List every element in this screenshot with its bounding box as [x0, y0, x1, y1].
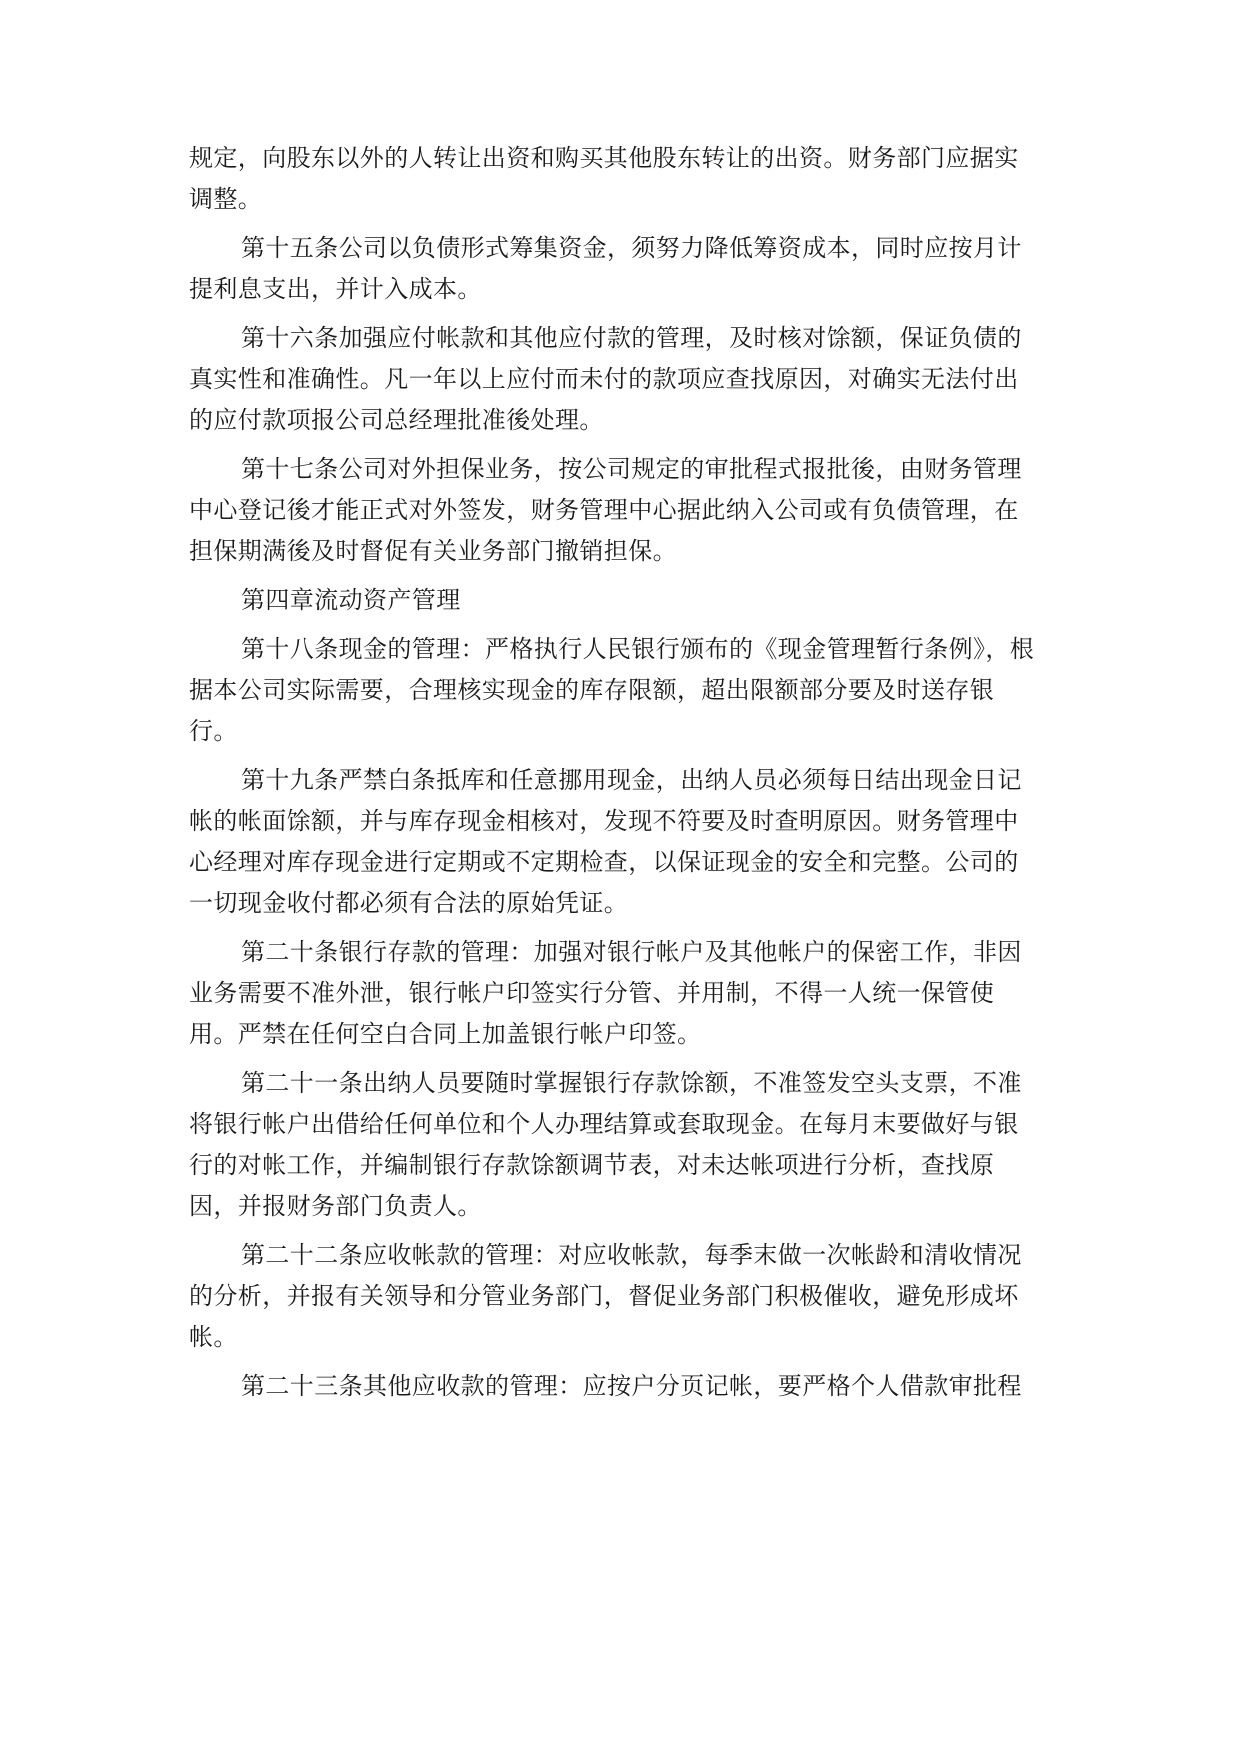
- text-line: 的应付款项报公司总经理批准後处理。: [189, 406, 604, 434]
- article-21-line: 第二十一条出纳人员要随时掌握银行存款馀额，不准签发空头支票，不准: [241, 1069, 1022, 1097]
- text-line: 的分析，并报有关领导和分管业务部门，督促业务部门积极催收，避免形成坏: [189, 1282, 1019, 1310]
- text-line: 帐。: [189, 1323, 238, 1351]
- text-line: 提利息支出，并计入成本。: [189, 275, 482, 303]
- text-line: 据本公司实际需要，合理核实现金的库存限额，超出限额部分要及时送存银: [189, 676, 995, 704]
- chapter-heading: 第四章流动资产管理: [241, 586, 461, 614]
- text-line: 业务需要不准外泄，银行帐户印签实行分管、并用制，不得一人统一保管使: [189, 979, 995, 1007]
- text-line: 将银行帐户出借给任何单位和个人办理结算或套取现金。在每月末要做好与银: [189, 1110, 1019, 1138]
- text-line: 一切现金收付都必须有合法的原始凭证。: [189, 889, 629, 917]
- text-line: 担保期满後及时督促有关业务部门撤销担保。: [189, 537, 677, 565]
- text-line: 调整。: [189, 185, 263, 213]
- text-line: 帐的帐面馀额，并与库存现金相核对，发现不符要及时查明原因。财务管理中: [189, 807, 1019, 835]
- text-line: 因，并报财务部门负责人。: [189, 1192, 482, 1220]
- article-22-line: 第二十二条应收帐款的管理：对应收帐款，每季末做一次帐龄和清收情况: [241, 1241, 1022, 1269]
- text-line: 中心登记後才能正式对外签发，财务管理中心据此纳入公司或有负债管理，在: [189, 496, 1019, 524]
- text-line: 行的对帐工作，并编制银行存款馀额调节表，对未达帐项进行分析，查找原: [189, 1151, 995, 1179]
- article-15-line: 第十五条公司以负债形式筹集资金，须努力降低筹资成本，同时应按月计: [241, 234, 1022, 262]
- article-23-line: 第二十三条其他应收款的管理：应按户分页记帐，要严格个人借款审批程: [241, 1372, 1022, 1400]
- text-line: 规定，向股东以外的人转让出资和购买其他股东转让的出资。财务部门应据实: [189, 144, 1019, 172]
- text-line: 真实性和准确性。凡一年以上应付而未付的款项应查找原因，对确实无法付出: [189, 365, 1019, 393]
- article-19-line: 第十九条严禁白条抵库和任意挪用现金，出纳人员必须每日结出现金日记: [241, 766, 1022, 794]
- text-line: 行。: [189, 717, 238, 745]
- document-body: [189, 143, 1059, 1402]
- article-18-line: 第十八条现金的管理：严格执行人民银行颁布的《现金管理暂行条例》，根: [241, 635, 1035, 663]
- text-line: 心经理对库存现金进行定期或不定期检查，以保证现金的安全和完整。公司的: [189, 848, 1019, 876]
- article-16-line: 第十六条加强应付帐款和其他应付款的管理，及时核对馀额，保证负债的: [241, 324, 1022, 352]
- article-17-line: 第十七条公司对外担保业务，按公司规定的审批程式报批後，由财务管理: [241, 455, 1022, 483]
- text-line: 用。严禁在任何空白合同上加盖银行帐户印签。: [189, 1020, 702, 1048]
- article-20-line: 第二十条银行存款的管理：加强对银行帐户及其他帐户的保密工作，非因: [241, 938, 1022, 966]
